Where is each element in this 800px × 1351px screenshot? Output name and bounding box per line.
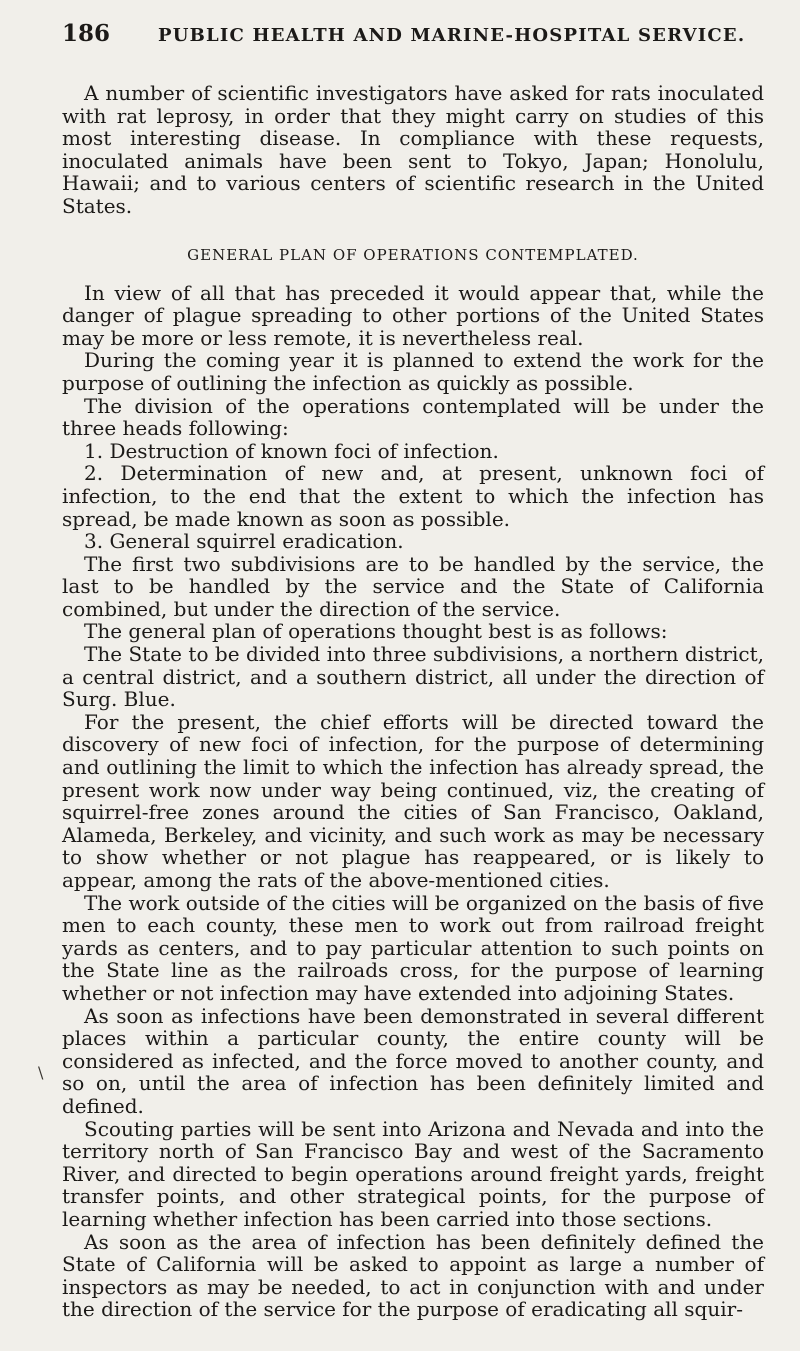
paragraph: The general plan of operations thought best is as follows: [84, 619, 668, 644]
page-header [62, 20, 764, 60]
paragraph: The work outside of the cities will be organized on the basis of five men to each county, these men to work out from railroad freight yards as centers, and to pay particular attention to such points on the State line as the railroads cross, for the purpose of learning whether or not infection may have extended into adjoining States. [62, 890, 764, 1005]
paragraph: For the present, the chief efforts will be directed toward the discovery of new foci of infection, for the purpose of determining and outlining the limit to which the infection has already spread, the present work now under way being continued, viz, the creating of squirrel-free zones around the cities of San Francisco, Oakland, Alameda, Berkeley, and vicinity, and such work as may be necessary to show whether or not plague has reappeared, or is likely to appear, among the rats of the above-mentioned cities. [62, 709, 764, 892]
paragraph: The first two subdivisions are to be handled by the service, the last to be handled by the service and the State of California combined, but under the direction of the service. [62, 551, 764, 621]
list-item: 2. Determination of new and, at present, unknown foci of infection, to the end that the extent to which the infection has spread, be made known as soon as possible. [62, 461, 764, 531]
list-item: 3. General squirrel eradication. [84, 529, 404, 554]
paragraph: The division of the operations contemplated will be under the three heads following: [62, 393, 764, 441]
margin-mark: \ [38, 1063, 44, 1082]
paragraph: As soon as the area of infection has been definitely defined the State of California will be asked to appoint as large a number of inspectors as may be needed, to act in conjunction with and under the direction of the service for the purpose of eradicating all squir- [62, 1229, 764, 1322]
paragraph: The State to be divided into three subdivisions, a northern district, a central district, and a southern district, all under the direction of Surg. Blue. [62, 642, 764, 712]
running-title: PUBLIC HEALTH AND MARINE-HOSPITAL SERVICE. [158, 25, 746, 46]
paragraph: During the coming year it is planned to extend the work for the purpose of outlining the infection as quickly as possible. [62, 348, 764, 395]
section-heading: GENERAL PLAN OF OPERATIONS CONTEMPLATED. [187, 245, 639, 264]
intro-paragraph: A number of scientific investigators have asked for rats inoculated with rat leprosy, in order that they might carry on studies of this most interesting disease. In compliance with these requests, inoculated animals have been sent to Tokyo, Japan; Honolulu, Hawaii; and to various centers of scientific research in the United States. [62, 81, 764, 218]
page-number: 186 [62, 20, 111, 47]
paragraph: In view of all that has preceded it would appear that, while the danger of plague spreading to other portions of the United States may be more or less remote, it is nevertheless real. [62, 280, 764, 350]
list-item: 1. Destruction of known foci of infection. [84, 438, 499, 463]
paragraph: As soon as infections have been demonstrated in several different places within a particular county, the entire county will be considered as infected, and the force moved to another county, and so on, until the area of infection has been definitely limited and defined. [62, 1003, 764, 1118]
body-text [62, 282, 764, 1321]
paragraph: Scouting parties will be sent into Arizona and Nevada and into the territory north of San Francisco Bay and west of the Sacramento River, and directed to begin operations around freight yards, freight transfer points, and other strategical points, for the purpose of learning whether infection has been carried into those sections. [62, 1116, 764, 1231]
